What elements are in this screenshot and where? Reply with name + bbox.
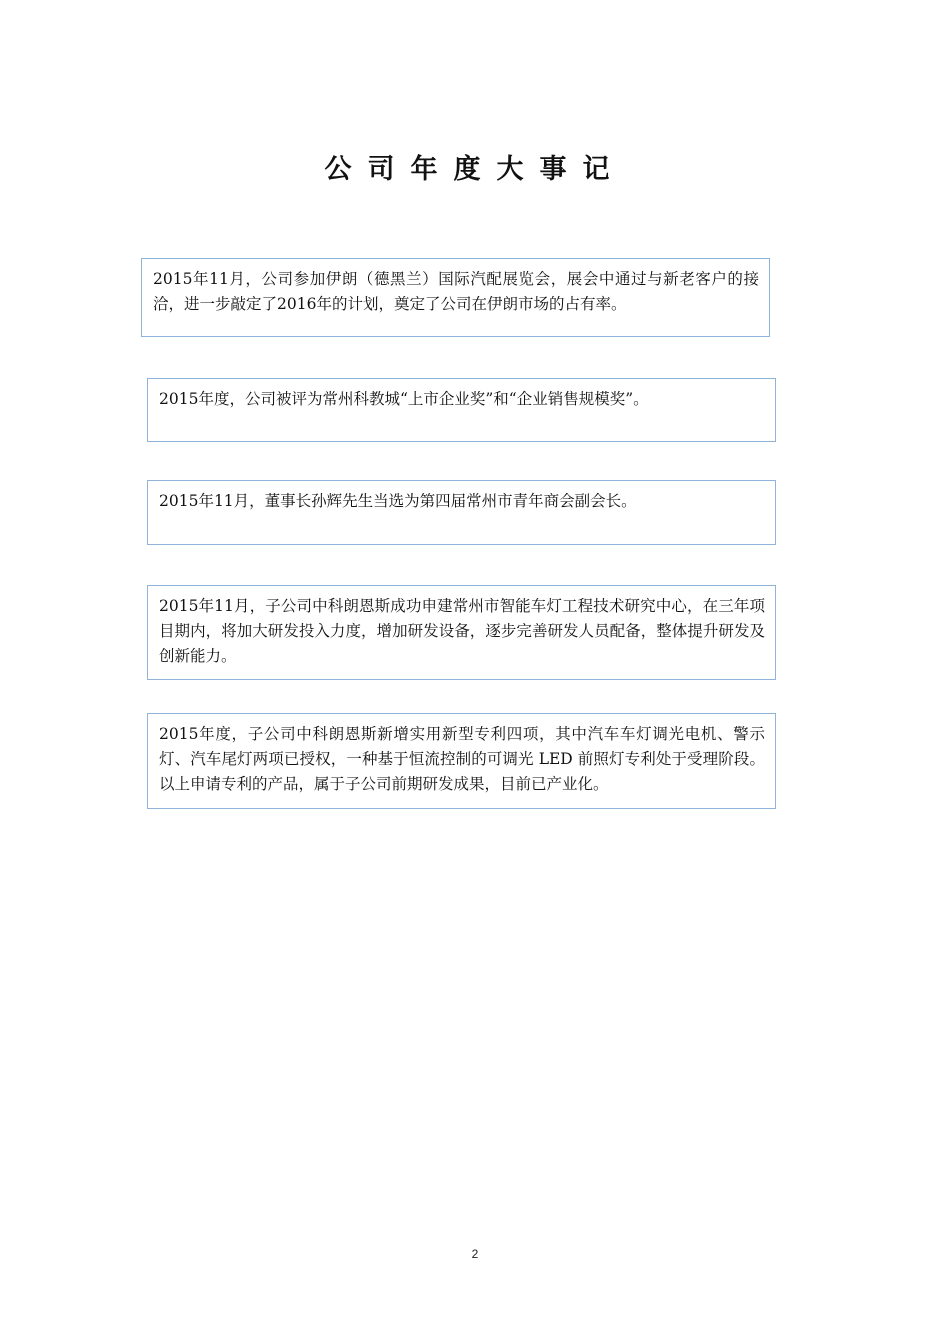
event-text: 2015年11月，董事长孙辉先生当选为第四届常州市青年商会副会长。	[159, 492, 637, 510]
event-box	[141, 258, 770, 337]
event-box	[147, 480, 776, 545]
page-title: 公司年度大事记	[324, 154, 626, 185]
event-box	[147, 713, 776, 809]
page-number: 2	[471, 1247, 479, 1261]
event-text: 2015年度，公司被评为常州科教城“上市企业奖”和“企业销售规模奖”。	[159, 390, 649, 408]
event-text: 2015年11月，公司参加伊朗（德黑兰）国际汽配展览会，展会中通过与新老客户的接洽，进一步敲定了2016年的计划，奠定了公司在伊朗市场的占有率。	[153, 270, 759, 313]
event-text: 2015年11月，子公司中科朗恩斯成功申建常州市智能车灯工程技术研究中心，在三年项目期内，将加大研发投入力度，增加研发设备，逐步完善研发人员配备，整体提升研发及创新能力。	[159, 597, 765, 665]
event-box	[147, 378, 776, 442]
event-box	[147, 585, 776, 680]
event-text: 2015年度，子公司中科朗恩斯新增实用新型专利四项，其中汽车车灯调光电机、警示灯、汽车尾灯两项已授权，一种基于恒流控制的可调光 LED 前照灯专利处于受理阶段。以上申请专利的产品，属于子公司前期研发成果，目前已产业化。	[159, 725, 765, 793]
